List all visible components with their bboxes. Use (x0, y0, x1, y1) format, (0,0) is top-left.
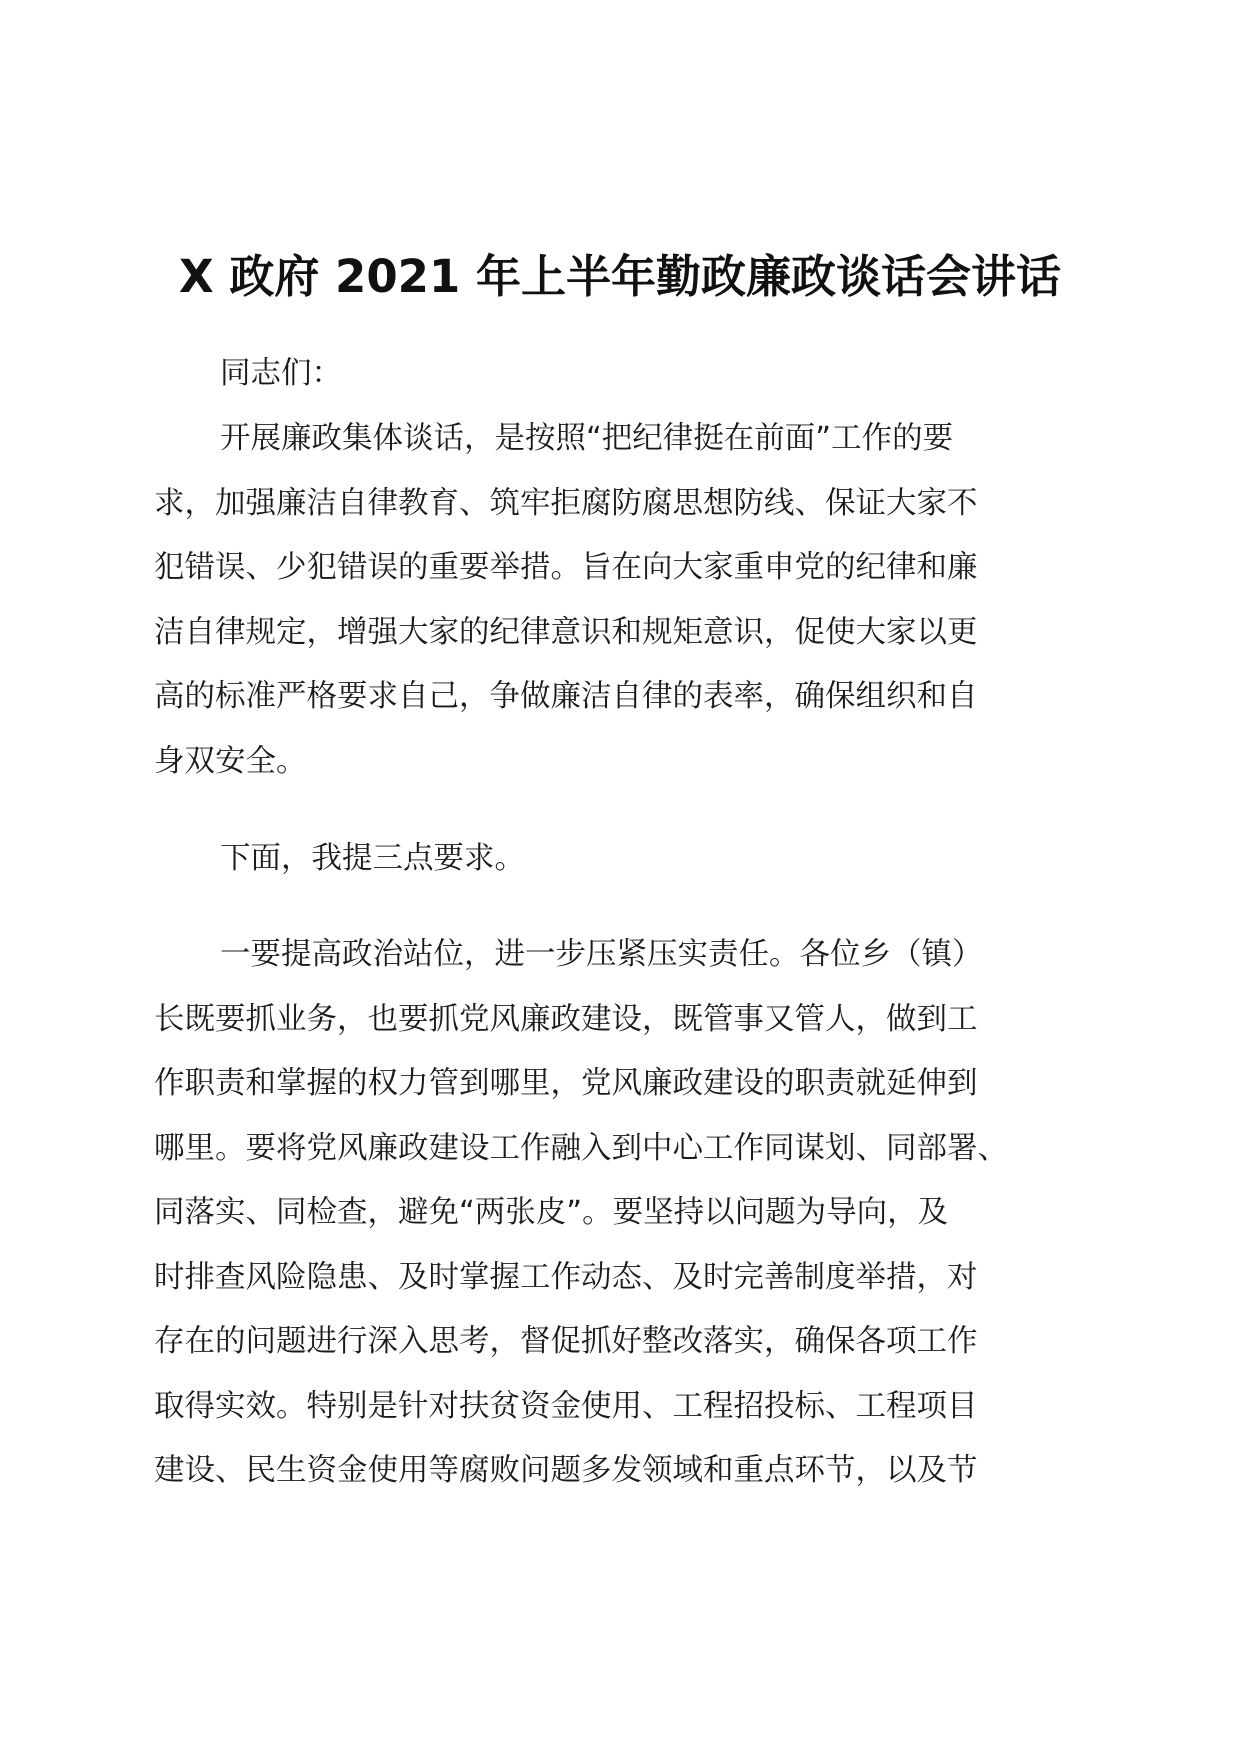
paragraph-line: 高的标准严格要求自己，争做廉洁自律的表率，确保组织和自 (154, 679, 978, 714)
salutation (154, 342, 1094, 407)
document-title: X 政府 2021 年上半年勤政廉政谈话会讲话 (179, 250, 1061, 303)
paragraph-line: 哪里。要将党风廉政建设工作融入到中心工作同谋划、同部署、 (154, 1130, 1008, 1166)
paragraph-requirement-one (154, 923, 1094, 1504)
paragraph-line: 下面，我提三点要求。 (220, 841, 525, 876)
paragraph-line: 存在的问题进行深入思考，督促抓好整改落实，确保各项工作 (154, 1324, 978, 1359)
paragraph-line: 犯错误、少犯错误的重要举措。旨在向大家重申党的纪律和廉 (154, 550, 978, 585)
paragraph-line: 求，加强廉洁自律教育、筑牢拒腐防腐思想防线、保证大家不 (154, 485, 978, 521)
paragraph-line: 建设、民生资金使用等腐败问题多发领域和重点环节，以及节 (154, 1453, 978, 1488)
paragraph-line: 开展廉政集体谈话，是按照“把纪律挺在前面”工作的要 (220, 421, 954, 456)
paragraph-transition (154, 827, 1094, 892)
paragraph-intro (154, 407, 1094, 794)
paragraph-line: 长既要抓业务，也要抓党风廉政建设，既管事又管人，做到工 (154, 1001, 978, 1037)
paragraph-line: 洁自律规定，增强大家的纪律意识和规矩意识，促使大家以更 (154, 614, 978, 650)
paragraph-line: 取得实效。特别是针对扶贫资金使用、工程招投标、工程项目 (154, 1388, 978, 1424)
paragraph-line: 一要提高政治站位，进一步压紧压实责任。各位乡（镇） (220, 937, 983, 972)
paragraph-line: 同落实、同检查，避免“两张皮”。要坚持以问题为导向，及 (154, 1195, 949, 1230)
paragraph-line: 时排查风险隐患、及时掌握工作动态、及时完善制度举措，对 (154, 1259, 978, 1295)
salutation-text: 同志们： (220, 356, 342, 391)
paragraph-line: 作职责和掌握的权力管到哪里，党风廉政建设的职责就延伸到 (154, 1066, 978, 1101)
paragraph-line: 身双安全。 (154, 743, 307, 779)
